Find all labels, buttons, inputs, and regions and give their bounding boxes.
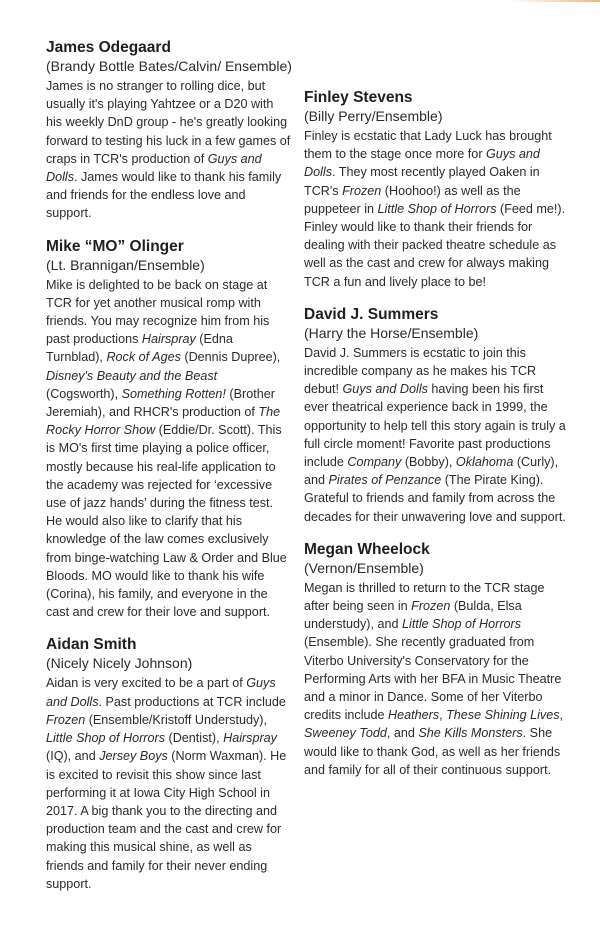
production-title: She Kills Monsters <box>418 726 523 741</box>
production-title: Heathers <box>388 708 440 723</box>
bio-text <box>304 579 566 779</box>
bio-text-segment: , <box>559 708 564 723</box>
production-title: Guys and Dolls <box>46 151 262 185</box>
bio-text-segment: (Bobby), <box>401 455 456 470</box>
production-title: Rock of Ages <box>106 350 181 365</box>
bio-text-segment: (Dennis Dupree), <box>180 350 281 365</box>
bio-text-segment: David J. Summers is ecstatic to join this incredible company as he makes his TCR debut! <box>304 345 537 397</box>
bio-name: Megan Wheelock <box>304 540 430 558</box>
bio-text-segment: . They most recently played Oaken in TCR's <box>304 165 540 198</box>
bio-text-segment: (The Pirate King). Grateful to friends and family from across the decades for their unwavering love and support. <box>304 473 566 524</box>
bio-text-segment: (Ensemble/Kristoff Understudy), <box>85 712 267 727</box>
bio-text-segment: having been his first ever theatrical experience back in 1999, the opportunity to help tell this story again is truly a full circle moment! Favorite past productions include <box>304 382 566 470</box>
bio-text-segment: (Cogsworth), <box>46 386 122 401</box>
production-title: The Rocky Horror Show <box>46 405 281 438</box>
bio-text-segment: , <box>439 708 447 723</box>
bio-text <box>304 344 566 526</box>
bio-text <box>304 127 566 291</box>
bio-text-segment: Megan is thrilled to return to the TCR stage after being seen in <box>304 580 545 614</box>
right-column <box>304 38 566 793</box>
production-title: Guys and Dolls <box>46 676 276 709</box>
bio-megan-wheelock <box>304 540 566 779</box>
bio-role: (Billy Perry/Ensemble) <box>304 108 443 124</box>
bio-text-segment: (Ensemble). She recently graduated from Viterbo University's Conservatory for the Performing Arts with her BFA in Music Theatre and a minor in Dance. Some of her Viterbo credits include <box>304 635 562 723</box>
bio-text-segment: . She would like to thank God, as well as her friends and family for all of their continuous support. <box>304 726 561 777</box>
production-title: Company <box>347 455 402 470</box>
left-column <box>46 38 292 907</box>
production-title: Pirates of Penzance <box>328 473 442 488</box>
bio-role: (Nicely Nicely Johnson) <box>46 655 193 672</box>
bio-name: Mike “MO” Olinger <box>46 237 184 255</box>
bio-david-summers <box>304 305 566 526</box>
production-title: Sweeney Todd <box>304 726 387 741</box>
production-title: Guys and Dolls <box>342 382 428 397</box>
bio-text-segment: Mike is delighted to be back on stage at TCR for yet another musical romp with friends. You may recognize him from his past productions <box>46 277 270 347</box>
bio-text-segment: (Norm Waxman). He is excited to revisit this show since last performing it at Iowa City High School in 2017. A big thank you to the directing and production team and the cast and crew for making this musical shine, as well as friends and family for their never ending support. <box>46 749 287 891</box>
bio-role: (Vernon/Ensemble) <box>304 559 424 576</box>
bio-name: Aidan Smith <box>46 636 137 654</box>
bio-name: James Odegaard <box>46 39 171 56</box>
production-title: These Shining Lives <box>446 708 560 723</box>
bio-text <box>46 276 292 622</box>
bio-text-segment: (Feed me!). Finley would like to thank their friends for dealing with their packed theatre schedule as well as the cast and crew for always making TCR a fun and lively place to be! <box>304 201 566 289</box>
bio-text <box>46 77 292 223</box>
bio-text-segment: James is no stranger to rolling dice, but usually it's playing Yahtzee or a D20 with his weekly DnD group - he's greatly looking forward to testing his luck in a few games of craps in TCR's production of <box>46 79 291 166</box>
production-title: Little Shop of Horrors <box>402 617 522 632</box>
production-title: Oklahoma <box>455 455 514 470</box>
bio-text <box>46 674 292 892</box>
bio-text-segment: . Past productions at TCR include <box>98 694 286 709</box>
bio-text-segment: (Hoohoo!) as well as the puppeteer in <box>304 183 521 216</box>
production-title: Hairspray <box>223 731 277 746</box>
production-title: Little Shop of Horrors <box>46 731 165 746</box>
production-title: Little Shop of Horrors <box>377 201 497 216</box>
bio-text-segment: . James would like to thank his family and friends for the endless love and support. <box>46 170 282 221</box>
production-title: Hairspray <box>141 332 196 347</box>
bio-text-segment: (Bulda, Elsa understudy), and <box>304 599 522 632</box>
bio-text-segment: Finley is ecstatic that Lady Luck has brought them to the stage once more for <box>304 129 552 162</box>
bio-text-segment: (IQ), and <box>46 749 100 764</box>
bio-role: (Lt. Brannigan/Ensemble) <box>46 256 205 273</box>
bio-text-segment: (Brother Jeremiah), and RHCR's production of <box>46 386 275 420</box>
bio-mike-olinger <box>46 237 292 622</box>
bio-text-segment: (Dentist), <box>165 731 224 746</box>
top-accent-line <box>510 0 600 2</box>
production-title: Something Rotten! <box>121 386 226 401</box>
bio-james-odegaard <box>46 38 292 223</box>
bio-name: Finley Stevens <box>304 89 413 106</box>
production-title: Frozen <box>46 712 86 727</box>
production-title: Frozen <box>342 183 382 198</box>
bio-text-segment: (Edna Turnblad), <box>46 332 233 365</box>
production-title: Guys and Dolls <box>304 147 540 180</box>
bio-role: (Brandy Bottle Bates/Calvin/ Ensemble) <box>46 58 292 74</box>
bio-name: David J. Summers <box>304 305 439 323</box>
bio-aidan-smith <box>46 635 292 892</box>
bio-role: (Harry the Horse/Ensemble) <box>304 324 479 341</box>
production-title: Jersey Boys <box>99 749 168 764</box>
production-title: Frozen <box>411 599 451 614</box>
bio-text-segment: Aidan is very excited to be a part of <box>46 676 247 691</box>
production-title: Disney's Beauty and the Beast <box>46 368 218 383</box>
bio-text-segment: (Eddie/Dr. Scott). This is MO's first time playing a police officer, mostly because his real-life application to the academy was rejected for ‘excessive use of jazz hands’ during the fitness test. He would also like to clarify that his knowledge of the law comes exclusively from binge-watching Law & Order and Blue Bloods. MO would like to thank his wife (Corina), his family, and everyone in the cast and crew for their love and support. <box>46 423 287 620</box>
bio-finley-stevens <box>304 88 566 291</box>
bio-text-segment: (Curly), and <box>304 455 559 488</box>
bio-text-segment: , and <box>386 726 419 741</box>
